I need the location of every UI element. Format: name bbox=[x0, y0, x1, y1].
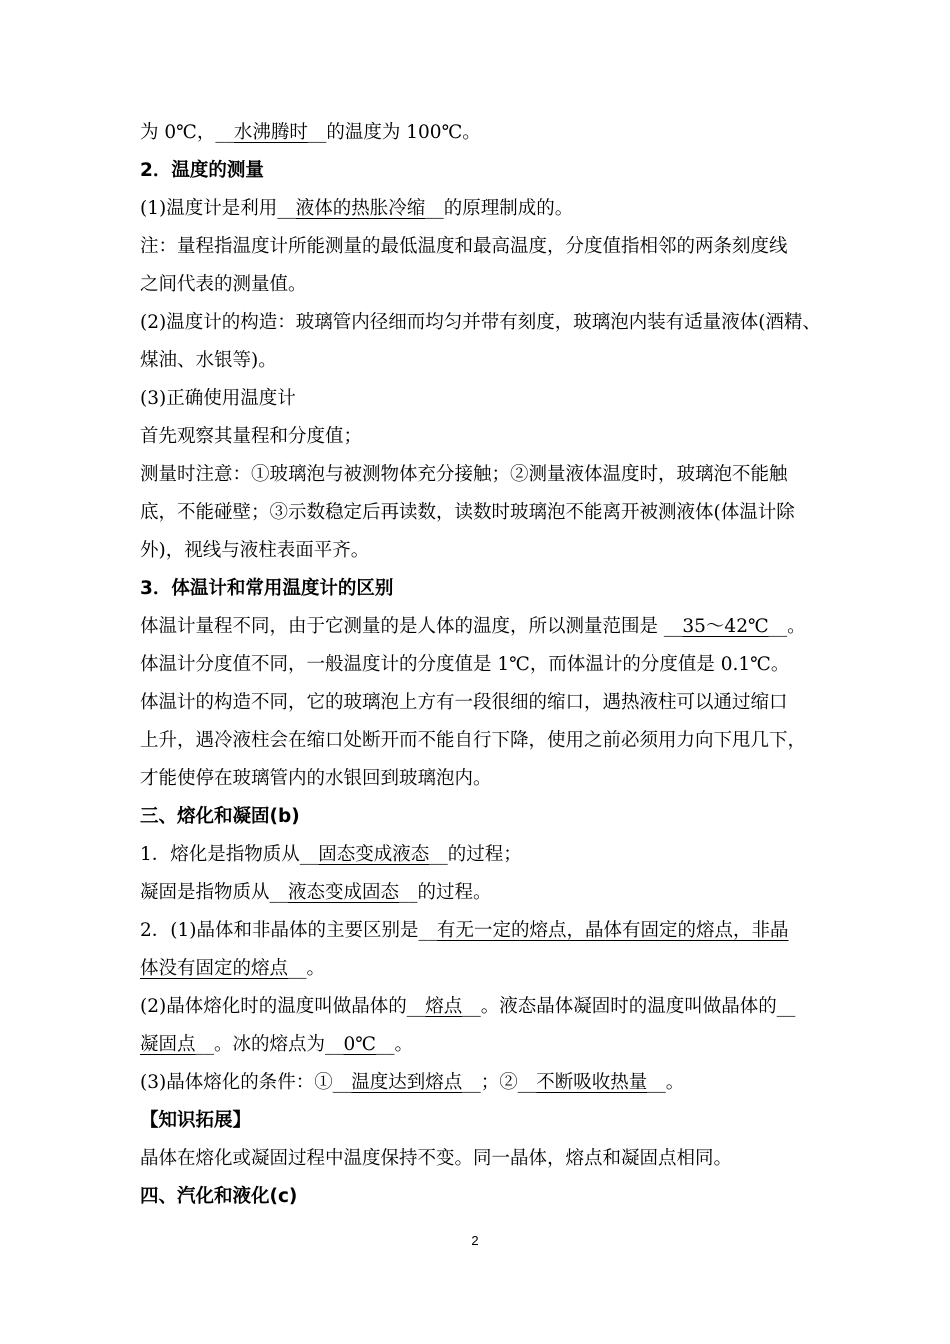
answer-blank: 液态变成固态 bbox=[288, 882, 400, 903]
text-line: 凝固点__。冰的熔点为__0℃__。 bbox=[140, 1034, 414, 1055]
page-body bbox=[140, 114, 821, 1216]
text-line: 体温计量程不同，由于它测量的是人体的温度，所以测量范围是 __35～42℃__。 bbox=[140, 616, 806, 637]
text-line: 2．(1)晶体和非晶体的主要区别是__有无一定的熔点，晶体有固定的熔点，非晶 bbox=[140, 920, 789, 941]
knowledge-extension-heading: 【知识拓展】 bbox=[140, 1110, 252, 1131]
answer-blank: 不断吸收热量 bbox=[536, 1072, 648, 1093]
answer-blank: 有无一定的熔点，晶体有固定的熔点，非晶 bbox=[436, 920, 789, 941]
text-line: 为 0℃，__水沸腾时__的温度为 100℃。 bbox=[140, 122, 481, 143]
text-line: 注：量程指温度计所能测量的最低温度和最高温度，分度值指相邻的两条刻度线 bbox=[140, 236, 788, 257]
text-line: 之间代表的测量值。 bbox=[140, 274, 307, 295]
text-line: 外)，视线与液柱表面平齐。 bbox=[140, 540, 370, 561]
text-line: 上升，遇冷液柱会在缩口处断开而不能自行下降，使用之前必须用力向下甩几下， bbox=[140, 730, 807, 751]
text-line: (3)正确使用温度计 bbox=[140, 388, 296, 409]
answer-blank: 熔点 bbox=[425, 996, 463, 1017]
text-line: (1)温度计是利用__液体的热胀冷缩__的原理制成的。 bbox=[140, 198, 574, 219]
answer-blank: 水沸腾时 bbox=[233, 122, 308, 143]
text-line: 首先观察其量程和分度值； bbox=[140, 426, 363, 447]
text-line: 晶体在熔化或凝固过程中温度保持不变。同一晶体，熔点和凝固点相同。 bbox=[140, 1148, 733, 1169]
text-line: 体温计的构造不同，它的玻璃泡上方有一段很细的缩口，遇热液柱可以通过缩口 bbox=[140, 692, 788, 713]
section-heading: 3．体温计和常用温度计的区别 bbox=[140, 578, 394, 599]
answer-blank: 凝固点 bbox=[140, 1034, 196, 1055]
page-number: 2 bbox=[471, 1233, 479, 1248]
section-heading: 四、汽化和液化(c) bbox=[140, 1186, 298, 1207]
text-line: (2)晶体熔化时的温度叫做晶体的__熔点__。液态晶体凝固时的温度叫做晶体的__ bbox=[140, 996, 796, 1017]
text-line: 煤油、水银等)。 bbox=[140, 350, 277, 371]
text-line: 才能使停在玻璃管内的水银回到玻璃泡内。 bbox=[140, 768, 492, 789]
answer-blank: 体没有固定的熔点 bbox=[140, 958, 289, 979]
answer-blank: 35～42℃ bbox=[682, 616, 769, 637]
answer-blank: 固态变成液态 bbox=[318, 844, 430, 865]
text-line: 底，不能碰壁；③示数稳定后再读数，读数时玻璃泡不能离开被测液体(体温计除 bbox=[140, 502, 795, 523]
answer-blank: 温度达到熔点 bbox=[351, 1072, 463, 1093]
text-line: (3)晶体熔化的条件：①__温度达到熔点__；②__不断吸收热量__。 bbox=[140, 1072, 685, 1093]
text-line: 测量时注意：①玻璃泡与被测物体充分接触；②测量液体温度时，玻璃泡不能触 bbox=[140, 464, 788, 485]
answer-blank: 0℃ bbox=[343, 1034, 376, 1055]
answer-blank: 液体的热胀冷缩 bbox=[295, 198, 426, 219]
text-line: 1．熔化是指物质从__固态变成液态__的过程； bbox=[140, 844, 522, 865]
text-line: 体温计分度值不同，一般温度计的分度值是 1℃，而体温计的分度值是 0.1℃。 bbox=[140, 654, 790, 675]
text-line: 凝固是指物质从__液态变成固态__的过程。 bbox=[140, 882, 492, 903]
text-line: 体没有固定的熔点__。 bbox=[140, 958, 326, 979]
section-heading: 三、熔化和凝固(b) bbox=[140, 806, 300, 827]
section-heading: 2．温度的测量 bbox=[140, 160, 264, 181]
text-line: (2)温度计的构造：玻璃管内径细而均匀并带有刻度，玻璃泡内装有适量液体(酒精、 bbox=[140, 312, 821, 333]
